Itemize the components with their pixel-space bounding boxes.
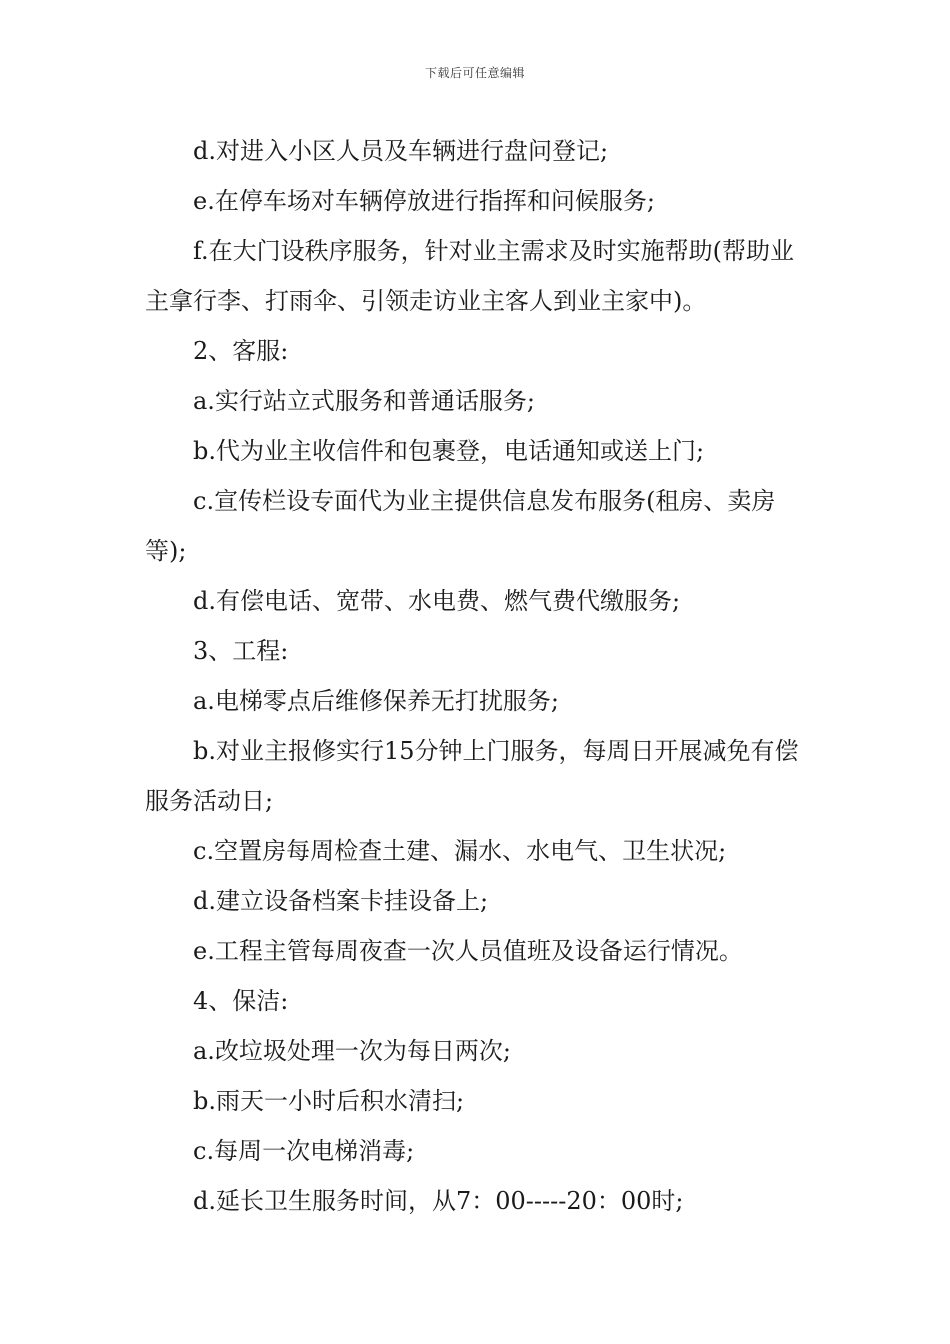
paragraph-8: d.有偿电话、宽带、水电费、燃气费代缴服务; (193, 587, 681, 615)
paragraph-17: b.雨天一小时后积水清扫; (193, 1087, 465, 1115)
paragraph-12: c.空置房每周检查土建、漏水、水电气、卫生状况; (193, 837, 727, 865)
section-heading-customer-service: 2、客服: (193, 337, 289, 365)
section-heading-engineering: 3、工程: (193, 637, 289, 665)
paragraph-3: f.在大门设秩序服务，针对业主需求及时实施帮助(帮助业主拿行李、打雨伞、引领走访业主客人到业主家中)。 (145, 237, 795, 315)
paragraph-6: b.代为业主收信件和包裹登，电话通知或送上门; (193, 437, 705, 465)
page-header: 下载后可任意编辑 (424, 66, 525, 80)
paragraph-7: c.宣传栏设专面代为业主提供信息发布服务(租房、卖房等); (145, 487, 776, 565)
paragraph-11: b.对业主报修实行15分钟上门服务，每周日开展减免有偿服务活动日; (145, 737, 799, 815)
paragraph-10: a.电梯零点后维修保养无打扰服务; (193, 687, 560, 715)
paragraph-19: d.延长卫生服务时间，从7：00-----20：00时; (193, 1187, 684, 1215)
section-heading-cleaning: 4、保洁: (193, 987, 289, 1015)
paragraph-14: e.工程主管每周夜查一次人员值班及设备运行情况。 (193, 937, 743, 965)
paragraph-16: a.改垃圾处理一次为每日两次; (193, 1037, 512, 1065)
paragraph-1: d.对进入小区人员及车辆进行盘问登记; (193, 137, 609, 165)
document-body (145, 126, 810, 1226)
paragraph-13: d.建立设备档案卡挂设备上; (193, 887, 489, 915)
paragraph-2: e.在停车场对车辆停放进行指挥和问候服务; (193, 187, 655, 215)
paragraph-18: c.每周一次电梯消毒; (193, 1137, 415, 1165)
paragraph-5: a.实行站立式服务和普通话服务; (193, 387, 536, 415)
